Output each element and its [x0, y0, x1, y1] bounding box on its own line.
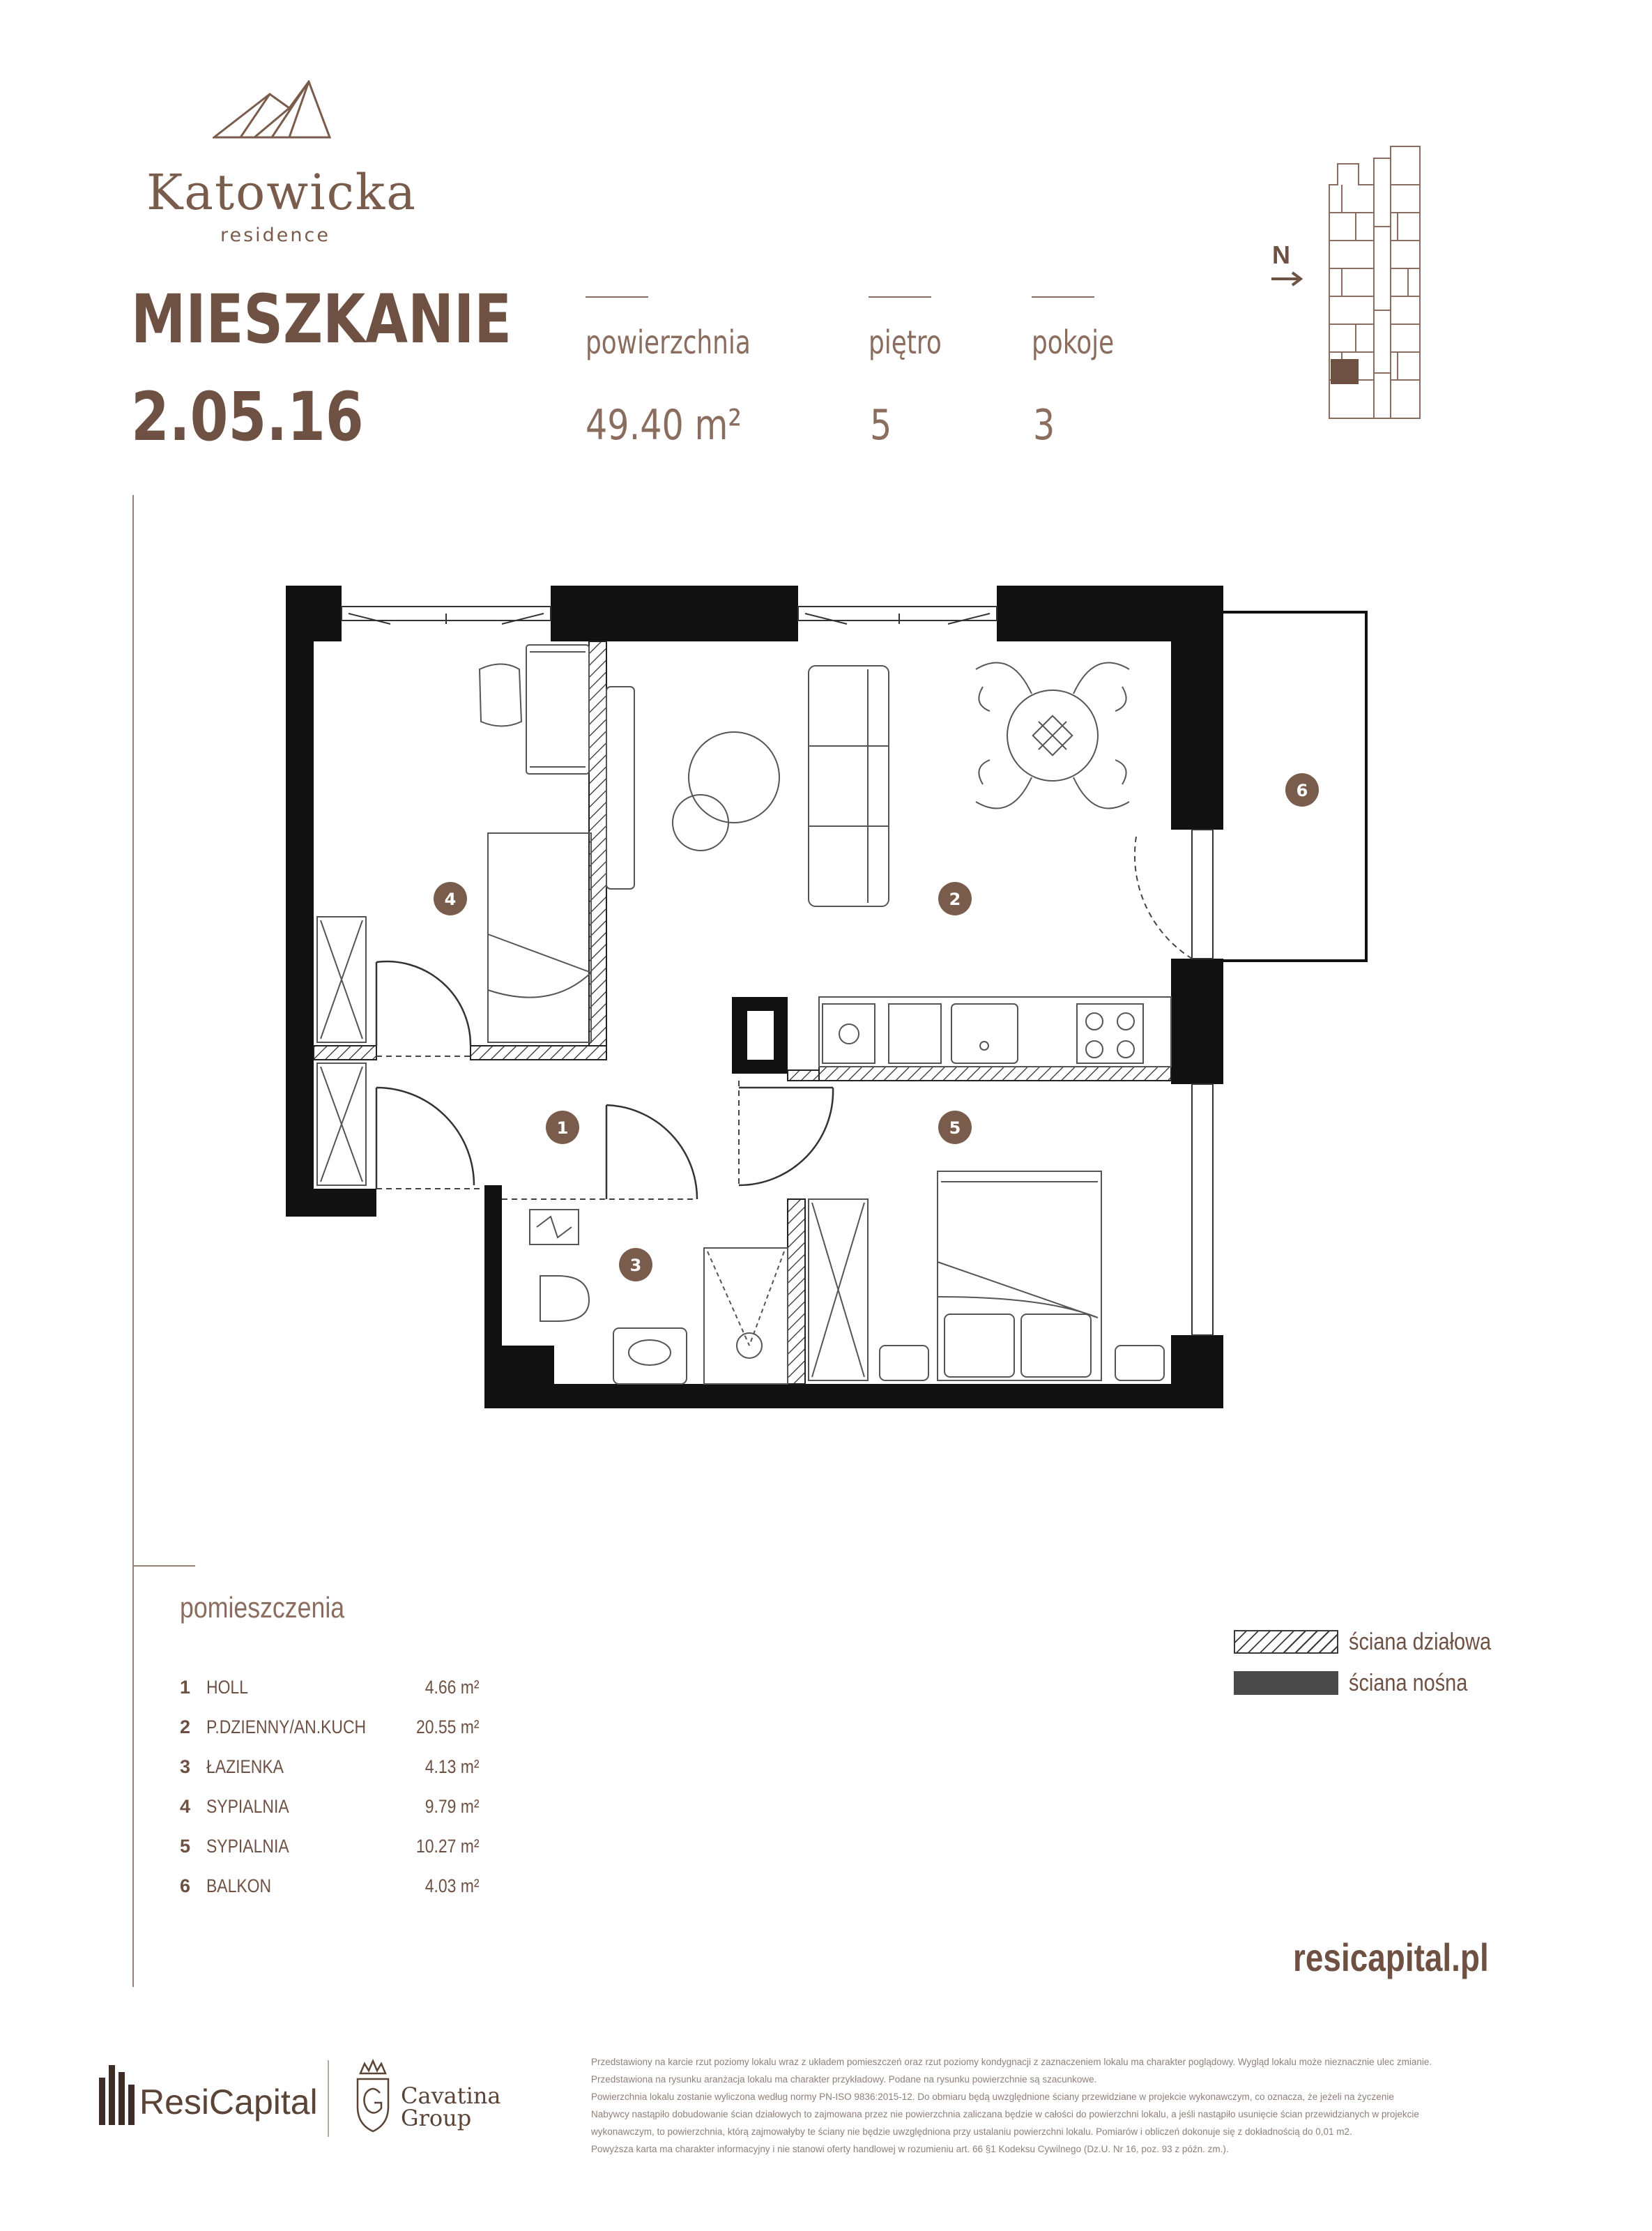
disclaimer-line: wykonawczym, to powierzchnia, którą zajmowałyby te ściany nie będzie uwzględniona przy ustalaniu powierzchni lokalu. Pomiarów i obliczeń dokonuje się z dokładnością do 0,01 m2.: [591, 2126, 1352, 2137]
disclaimer-line: Powyższa karta ma charakter informacyjny i nie stanowi oferty handlowej w rozumieniu art. 66 §1 Kodeksu Cywilnego (Dz.U. Nr 16, poz. 93 z późn. zm.).: [591, 2144, 1229, 2154]
stat-value-area: 49.40 m²: [586, 401, 742, 450]
disclaimer-line: Przedstawiony na karcie rzut poziomy lokalu wraz z układem pomieszczeń oraz rzut poziomy kondygnacji z zaznaczeniem lokalu ma charakter poglądowy. Wygląd lokalu może nieznacznie ulec zmianie.: [591, 2057, 1432, 2067]
room-number: 2: [180, 1716, 191, 1737]
stat-rule-area: [586, 296, 648, 298]
north-arrow-icon: [1270, 268, 1305, 289]
frame-horizontal-line: [132, 1565, 195, 1567]
legend-partition-label: ściana działowa: [1349, 1629, 1492, 1655]
disclaimer-line: Nabywcy nastąpiło dobudowanie ścian działowych to zajmowana przez nie powierzchnia zaliczana będzie w całości do powierzchni lokalu, a jeśli nastąpiło usunięcie ścian przewidzianych w projekcie: [591, 2109, 1419, 2119]
stat-value-rooms: 3: [1033, 401, 1055, 450]
stat-rule-rooms: [1032, 296, 1094, 298]
room-row: [180, 1673, 500, 1701]
room-badge-label: 6: [1296, 781, 1308, 800]
rooms-title: pomieszczenia: [180, 1591, 345, 1624]
room-row: [180, 1753, 500, 1781]
legend-partition-swatch: [1234, 1630, 1338, 1654]
room-name: BALKON: [206, 1875, 272, 1896]
cavatina-logo-icon: [352, 2058, 394, 2135]
room-badge-label: 4: [444, 890, 457, 909]
disclaimer-line: Przedstawiona na rysunku aranżacja lokalu ma charakter przykładowy. Podane na rysunku powierzchnie są szacunkowe.: [591, 2074, 1097, 2085]
room-area: 4.03 m²: [425, 1875, 480, 1896]
room-number: 4: [180, 1796, 191, 1817]
room-row: [180, 1832, 500, 1860]
stat-label-rooms: pokoje: [1032, 323, 1115, 361]
stat-rule-floor: [869, 296, 931, 298]
stat-label-area: powierzchnia: [586, 323, 751, 361]
room-number: 5: [180, 1836, 191, 1857]
legend-load-label: ściana nośna: [1349, 1670, 1468, 1696]
room-name: HOLL: [206, 1677, 248, 1698]
footer-divider: [328, 2060, 329, 2137]
apartment-label: MIESZKANIE: [131, 280, 512, 358]
room-row: [180, 1792, 500, 1820]
room-area: 10.27 m²: [416, 1836, 480, 1857]
stat-label-floor: piętro: [869, 323, 942, 361]
room-number: 1: [180, 1677, 191, 1698]
north-label: N: [1272, 241, 1290, 269]
bedroom-4-furniture: [317, 645, 634, 1185]
legend-load-swatch: [1234, 1671, 1338, 1695]
room-badge-label: 5: [949, 1118, 961, 1138]
room-name: SYPIALNIA: [206, 1796, 289, 1817]
room-badge-label: 2: [949, 890, 961, 909]
disclaimer-line: Powierzchnia lokalu zostanie wyliczona według normy PN-ISO 9836:2015-12. Do obmiaru będą uwzględnione ściany przewidziane w projekcie wykonawczym, co oznacza, że jeżeli na życzenie: [591, 2092, 1394, 2102]
windows: [342, 607, 1213, 1335]
resicapital-name: ResiCapital: [139, 2082, 318, 2122]
frame-vertical-line: [132, 495, 134, 1987]
bedroom-5-furniture: [809, 1171, 1164, 1380]
room-name: P.DZIENNY/AN.KUCH: [206, 1716, 367, 1737]
shaft-opening: [747, 1011, 774, 1060]
website-link[interactable]: resicapital.pl: [1293, 1935, 1489, 1979]
room-number: 3: [180, 1756, 191, 1777]
room-badge-label: 1: [556, 1118, 569, 1138]
resicapital-logo-icon: [98, 2057, 136, 2126]
cavatina-name-1: Cavatina: [401, 2082, 501, 2109]
room-area: 20.55 m²: [416, 1716, 480, 1737]
disclaimer-text: [591, 2053, 1497, 2158]
room-number: 6: [180, 1875, 191, 1896]
room-row: [180, 1872, 500, 1900]
bathroom-fixtures: [530, 1210, 788, 1384]
floor-plan: [265, 572, 1387, 1408]
cavatina-name-2: Group: [401, 2105, 472, 2131]
room-area: 4.13 m²: [425, 1756, 480, 1777]
brand-name: Katowicka: [146, 164, 417, 221]
apartment-number: 2.05.16: [131, 378, 364, 456]
room-name: ŁAZIENKA: [206, 1756, 284, 1777]
building-key-plan: [1328, 143, 1425, 425]
room-badge-label: 3: [629, 1256, 642, 1275]
room-name: SYPIALNIA: [206, 1836, 289, 1857]
brand-mountain-logo: [213, 80, 331, 143]
room-area: 4.66 m²: [425, 1677, 480, 1698]
brand-subtitle: residence: [220, 224, 330, 246]
room-area: 9.79 m²: [425, 1796, 480, 1817]
stat-value-floor: 5: [870, 401, 892, 450]
room-row: [180, 1713, 500, 1741]
